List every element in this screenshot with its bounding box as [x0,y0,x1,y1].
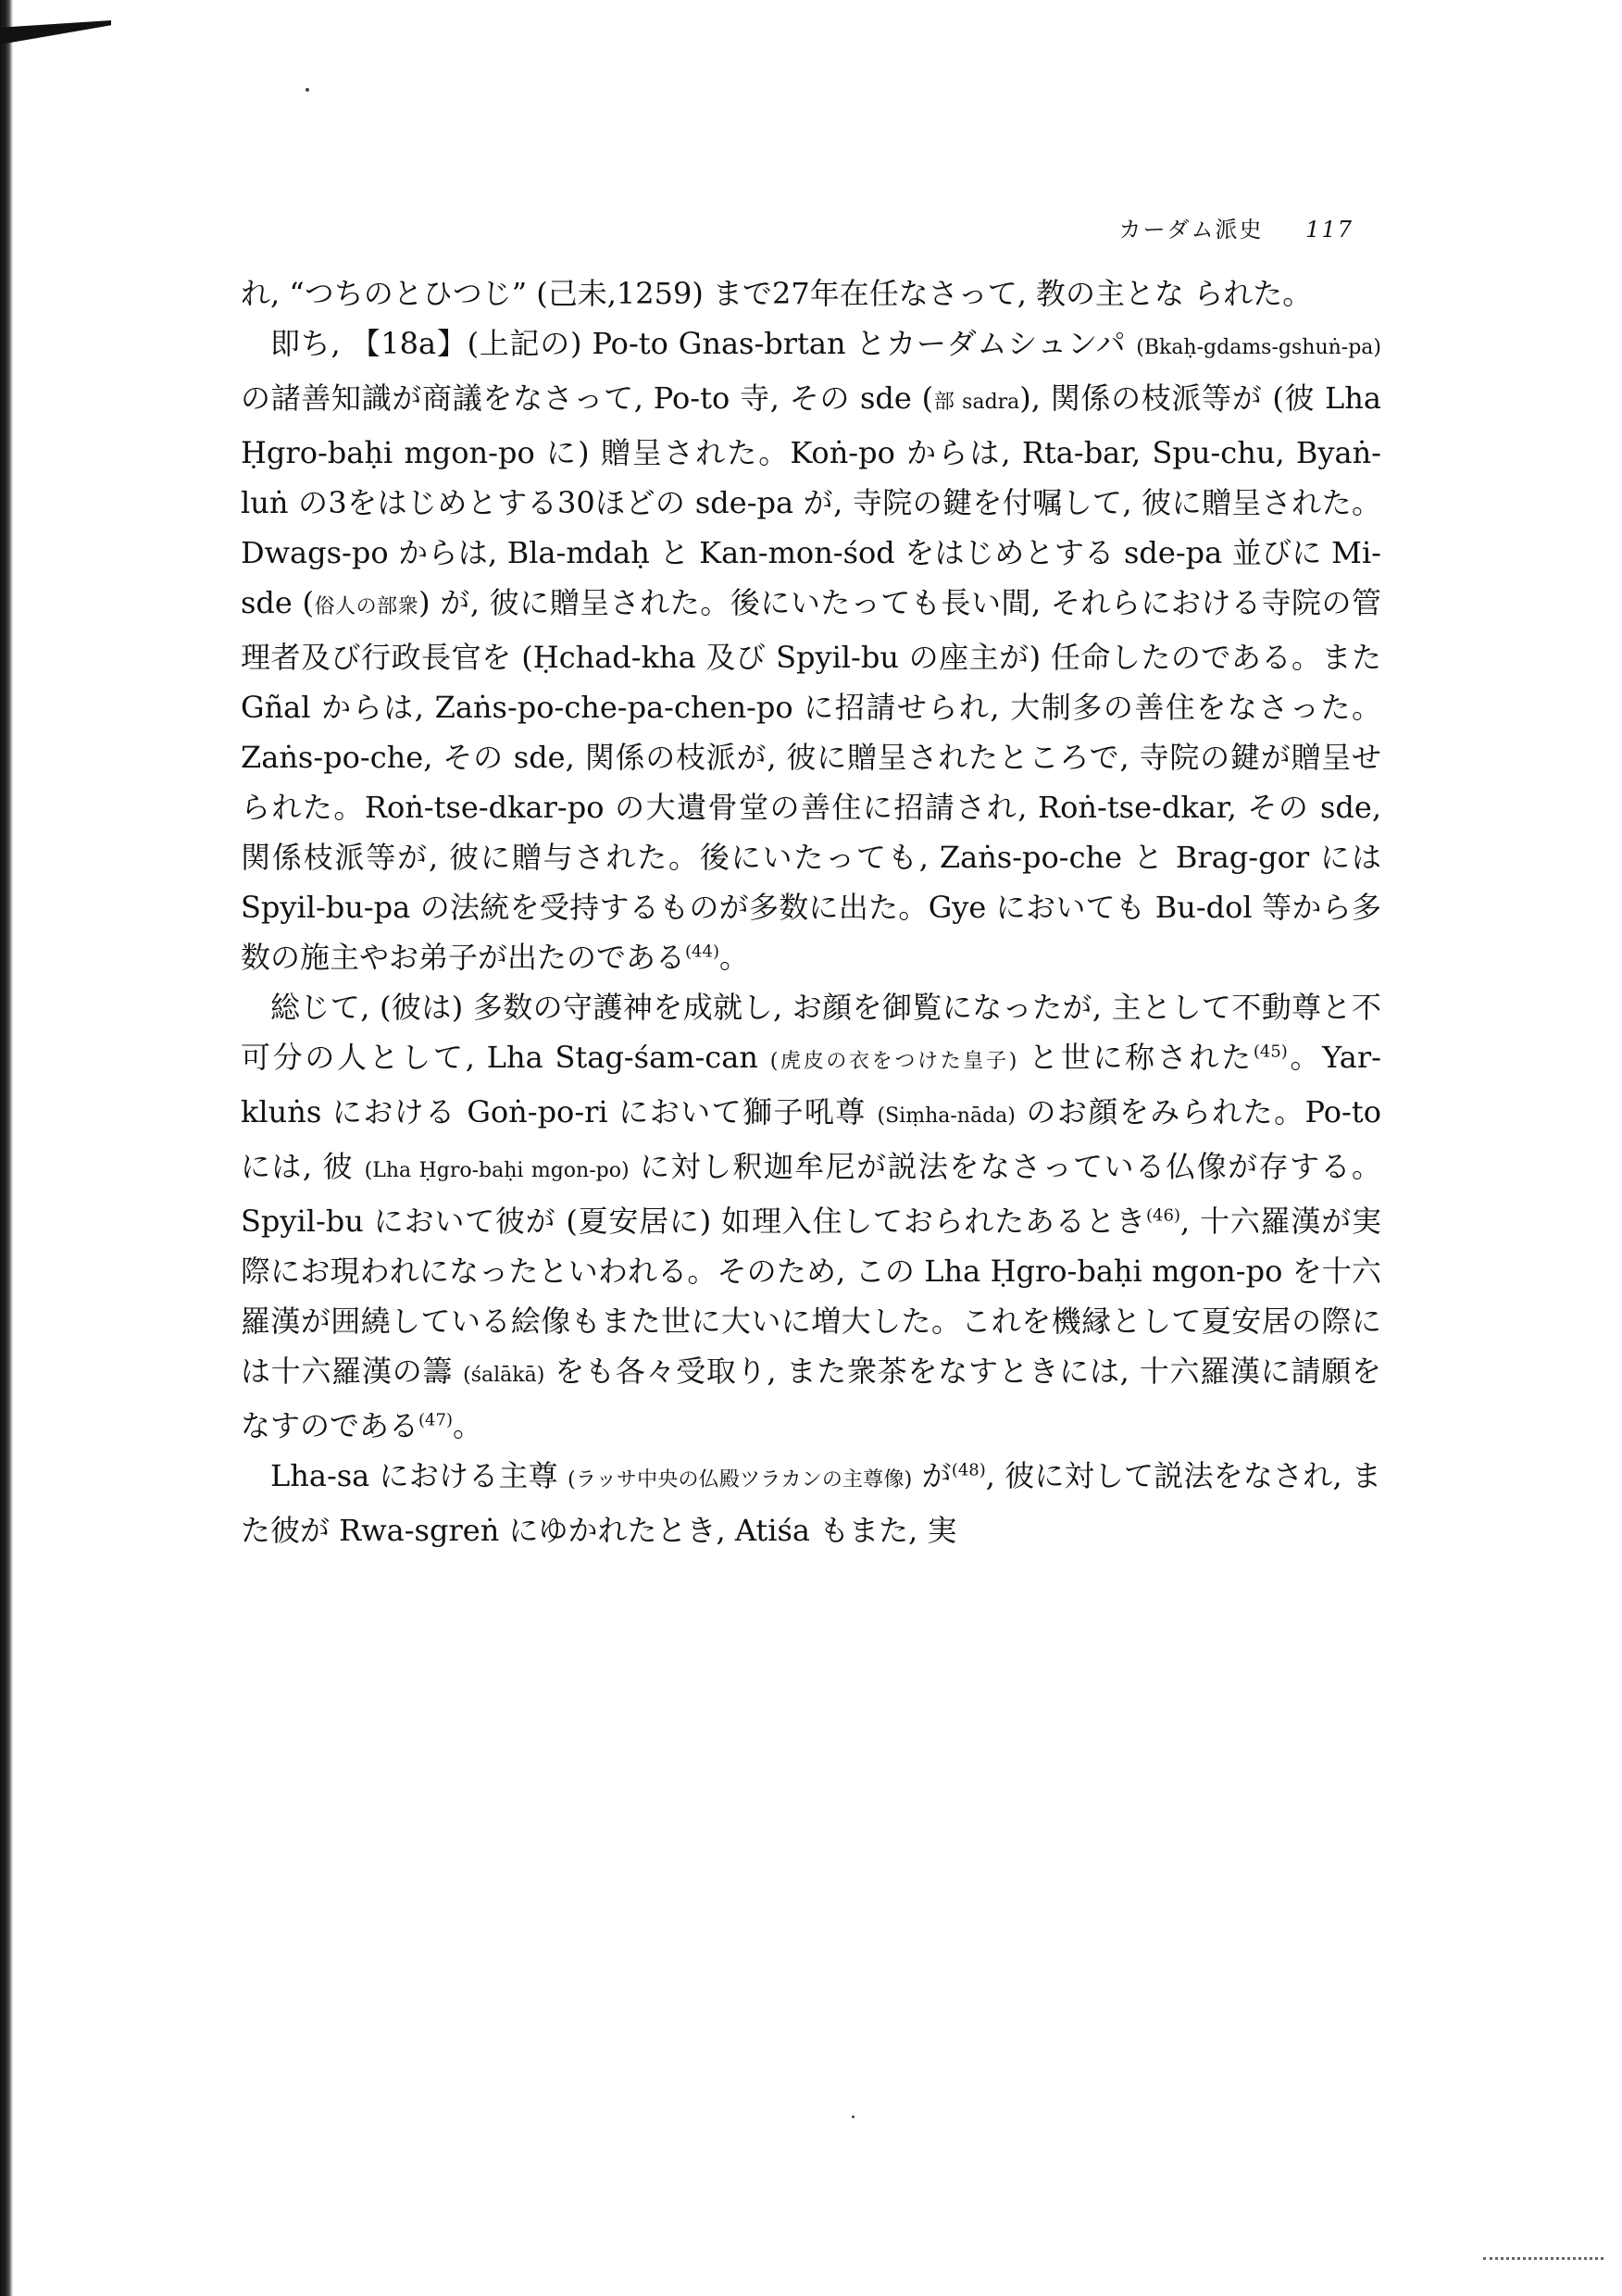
text-segment: 。 [718,940,749,975]
body-text [241,268,1381,1555]
text-segment: Lha-sa における主尊 [270,1458,568,1493]
text-segment: が [912,1458,952,1493]
paragraph [241,268,1381,318]
running-header [1119,211,1354,243]
text-segment: ) が, 彼に贈呈された。後にいたっても長い間, それらにおける寺院の管理者及び行政長官を (Ḥchad-kha 及び Spyil-bu の座主が) 任命したのである。また Gñal からは, Zaṅs-po-che-pa-chen-po に招請せられ, 大制多の善住をなさった。Zaṅs-po-che, その sde, 関係の枝派が, 彼に贈呈されたところで, 寺院の鍵が贈呈せられた。Roṅ-tse-dkar-po の大遺骨堂の善住に招請され, Roṅ-tse-dkar, その sde, 関係枝派等が, 彼に贈与された。後にいたっても, Zaṅs-po-che と Brag-gor には Spyil-bu-pa の法統を受持するものが多数に出た。Gye においても Bu-dol 等から多数の施主やお弟子が出たのである [241,585,1381,975]
text-segment: のお顔をみられた。Po-to には, 彼 [241,1094,1381,1184]
text-segment: 。Yar-kluṅs における Goṅ-po-ri において獅子吼尊 [241,1040,1381,1129]
footnote-marker: (44) [685,942,719,962]
scan-corner-mark [0,20,111,44]
footnote-marker: (45) [1253,1042,1288,1062]
footnote-marker: (46) [1146,1205,1180,1226]
text-segment: (Siṃha-nāda) [877,1104,1016,1128]
paragraph [241,1451,1381,1555]
text-segment: をも各々受取り, また衆茶をなすときには, 十六羅漢に請願をなすのである [241,1354,1381,1443]
page-number: 117 [1305,217,1354,243]
scan-binding-edge [0,0,13,2296]
text-segment: 即ち, 【18a】(上記の) Po-to Gnas-brtan とカーダムシュンパ [270,326,1137,361]
text-segment: の諸善知識が商議をなさって, Po-to 寺, その sde ( [241,381,934,416]
text-segment: (śalākā) [463,1364,545,1387]
scan-speck [852,2115,855,2118]
paragraph [241,982,1381,1451]
text-segment: 総じて, (彼は) 多数の守護神を成就し, お顔を御覧になったが, 主として不動尊と不可分の人として, Lha Stag-śam-can [241,990,1381,1075]
paragraph [241,318,1381,982]
scan-speck [306,88,309,92]
text-segment: に対し釈迦牟尼が説法をなさっている仏像が存する。Spyil-bu において彼が (夏安居に) 如理入住しておられたあるとき [241,1149,1381,1239]
text-segment: (Lha Ḥgro-baḥi mgon-po) [364,1159,630,1182]
text-segment: (虎皮の衣をつけた皇子) [769,1050,1017,1073]
scan-dots [1483,2257,1603,2263]
text-segment: (Bkaḥ-gdams-gshuṅ-pa) [1136,336,1381,359]
text-segment: , 十六羅漢が実際にお現われになったといわれる。そのため, この Lha Ḥgro-baḥi mgon-po を十六羅漢が囲繞している絵像もまた世に大いに増大した。これを機縁として夏安居の際には十六羅漢の籌 [241,1204,1381,1389]
text-segment: 。 [452,1408,482,1443]
text-segment: , 彼に対して説法をなされ, また彼が Rwa-sgreṅ にゆかれたとき, Atiśa もまた, 実 [241,1458,1381,1548]
text-segment: と世に称された [1017,1040,1254,1075]
text-segment: 部 sadra [933,391,1020,414]
text-segment: れ, “つちのとひつじ” (己未,1259) まで27年在任なさって, 教の主とな られた。 [241,276,1313,311]
running-title: カーダム派史 [1118,217,1264,243]
text-segment: ), 関係の枝派等が (彼 Lha Ḥgro-baḥi mgon-po に) 贈呈された。Koṅ-po からは, Rta-bar, Spu-chu, Byaṅ-luṅ の3をはじめとする30ほどの sde-pa が, 寺院の鍵を付嘱して, 彼に贈呈された。Dwags-po からは, Bla-mdaḥ と Kan-mon-śod をはじめとする sde-pa 並びに Mi-sde ( [241,381,1381,620]
footnote-marker: (47) [418,1410,453,1430]
text-segment: 俗人の部衆 [314,595,419,618]
footnote-marker: (48) [951,1460,986,1480]
text-segment: (ラッサ中央の仏殿ツラカンの主尊像) [568,1468,913,1491]
